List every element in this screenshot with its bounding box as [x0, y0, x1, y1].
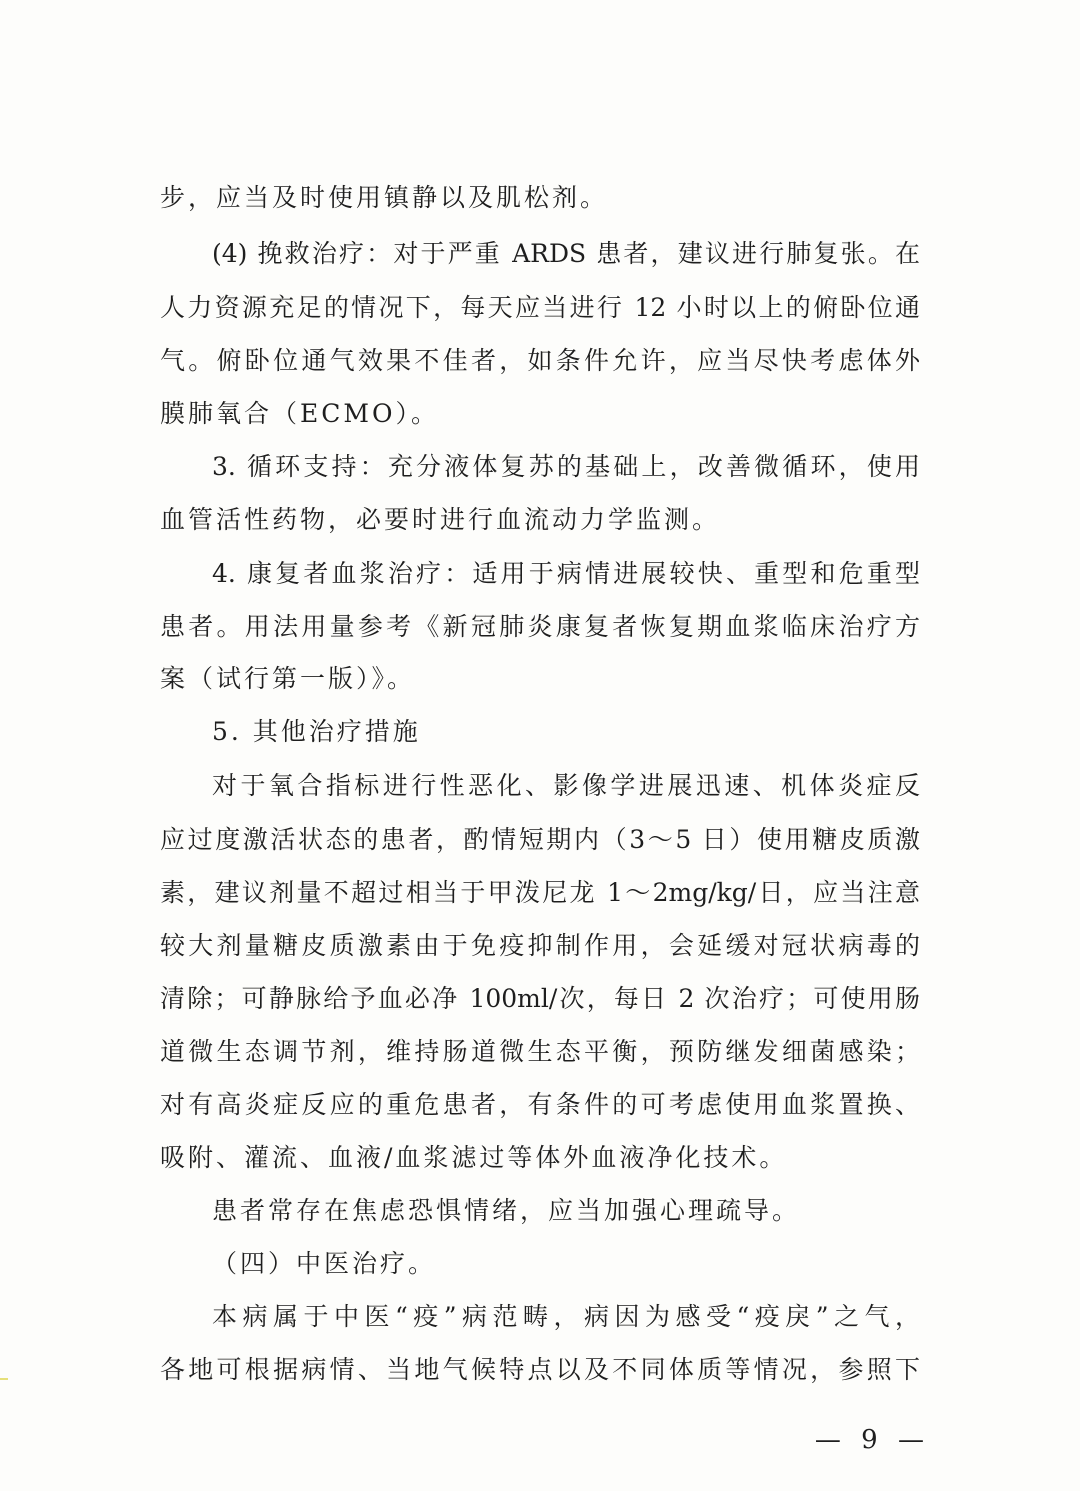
text-line: 血管活性药物，必要时进行血流动力学监测。 — [160, 505, 721, 534]
text-line: （四）中医治疗。 — [212, 1249, 437, 1278]
text-line: 3. 循环支持：充分液体复苏的基础上，改善微循环，使用 — [212, 452, 920, 481]
text-line: 案（试行第一版）》。 — [160, 664, 416, 693]
text-line: 素，建议剂量不超过相当于甲泼尼龙 1～2mg/kg/日，应当注意 — [160, 878, 920, 907]
text-line: 各地可根据病情、当地气候特点以及不同体质等情况，参照下 — [160, 1355, 920, 1384]
text-line: 人力资源充足的情况下，每天应当进行 12 小时以上的俯卧位通 — [160, 293, 920, 322]
text-line: 吸附、灌流、血液/血浆滤过等体外血液净化技术。 — [160, 1143, 788, 1172]
page-number: — 9 — — [814, 1425, 930, 1455]
text-line: 步，应当及时使用镇静以及肌松剂。 — [160, 183, 609, 212]
text-line: 较大剂量糖皮质激素由于免疫抑制作用，会延缓对冠状病毒的 — [160, 931, 920, 960]
text-line: 应过度激活状态的患者，酌情短期内（3～5 日）使用糖皮质激 — [160, 825, 920, 854]
text-line: 患者常存在焦虑恐惧情绪，应当加强心理疏导。 — [212, 1196, 801, 1225]
text-line: 对有高炎症反应的重危患者，有条件的可考虑使用血浆置换、 — [160, 1090, 920, 1119]
text-line: 对于氧合指标进行性恶化、影像学进展迅速、机体炎症反 — [212, 771, 920, 800]
scan-edge-mark — [0, 1378, 8, 1380]
text-line: 道微生态调节剂，维持肠道微生态平衡，预防继发细菌感染； — [160, 1037, 920, 1066]
text-line: 患者。用法用量参考《新冠肺炎康复者恢复期血浆临床治疗方 — [160, 612, 920, 641]
text-line: 膜肺氧合（ECMO）。 — [160, 399, 439, 428]
text-line: 4. 康复者血浆治疗：适用于病情进展较快、重型和危重型 — [212, 559, 920, 588]
text-line: 气。俯卧位通气效果不佳者，如条件允许，应当尽快考虑体外 — [160, 346, 920, 375]
text-line: (4) 挽救治疗：对于严重 ARDS 患者，建议进行肺复张。在 — [212, 239, 920, 268]
text-line: 5. 其他治疗措施 — [212, 717, 421, 746]
text-line: 清除；可静脉给予血必净 100ml/次，每日 2 次治疗；可使用肠 — [160, 984, 920, 1013]
text-line: 本病属于中医“疫”病范畴，病因为感受“疫戾”之气， — [212, 1302, 920, 1331]
